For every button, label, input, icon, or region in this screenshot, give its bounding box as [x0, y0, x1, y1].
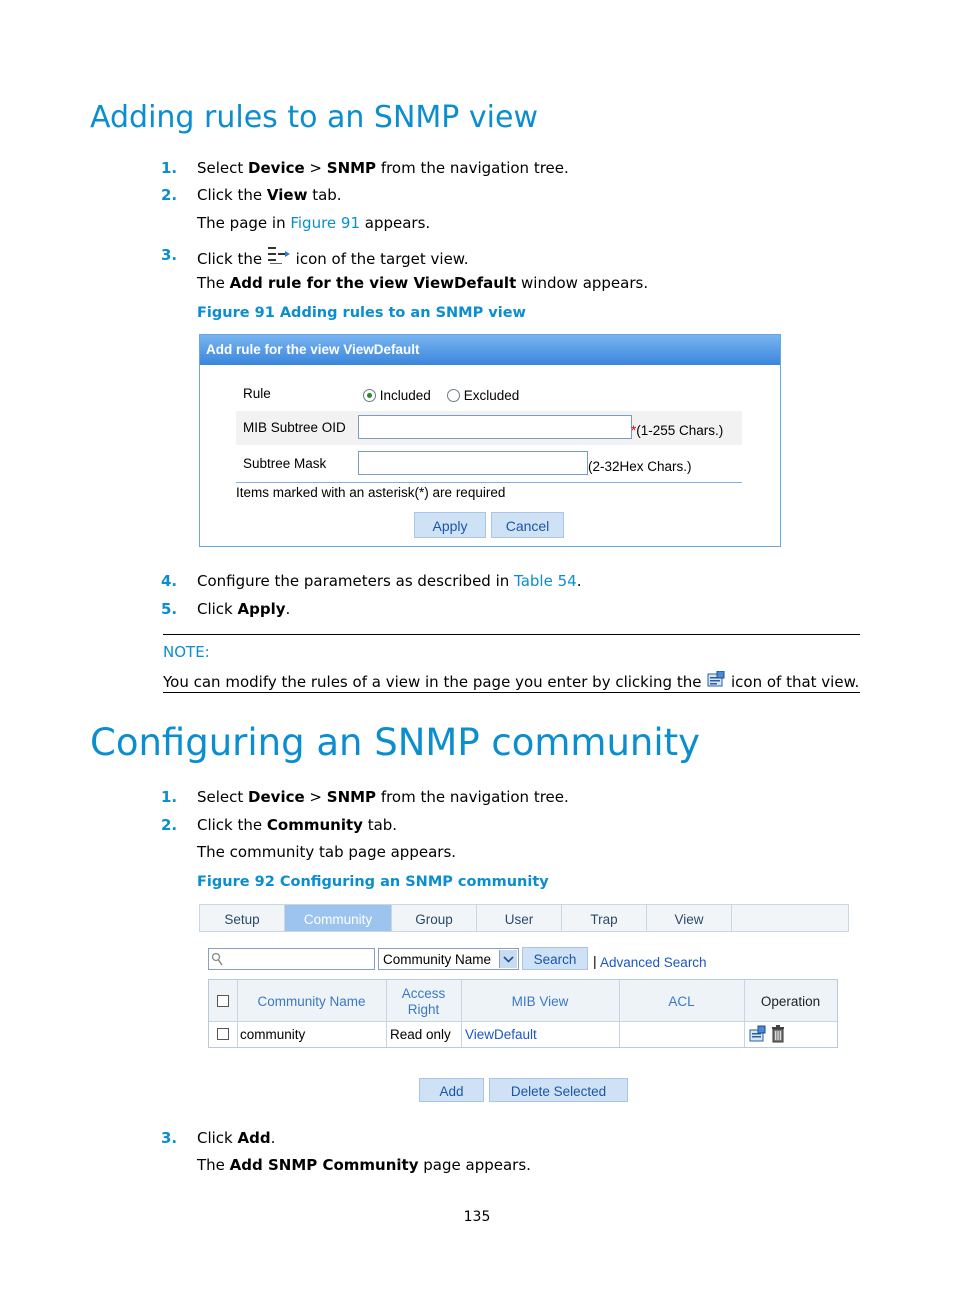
header-community-name[interactable]: Community Name — [257, 994, 366, 1009]
step-number: 2. — [161, 816, 178, 834]
page-number: 135 — [463, 1209, 491, 1225]
step-result-text: The page in Figure 91 appears. — [197, 214, 431, 232]
tab-group[interactable]: Group — [392, 905, 477, 931]
step-number: 3. — [161, 246, 178, 264]
step-result-text: The community tab page appears. — [197, 843, 457, 861]
section-heading-adding-rules: Adding rules to an SNMP view — [90, 100, 538, 135]
step-number: 5. — [161, 600, 178, 618]
step-result-text: The Add rule for the view ViewDefault window appears. — [197, 274, 649, 292]
header-operation: Operation — [760, 994, 821, 1009]
step-text: Configure the parameters as described in Table 54. — [197, 572, 582, 590]
step-text: Select Device > SNMP from the navigation tree. — [197, 159, 569, 177]
mask-hint: (2-32Hex Chars.) — [588, 459, 692, 474]
tab-community[interactable]: Community — [285, 905, 392, 931]
cell-mib-view-link[interactable]: ViewDefault — [465, 1027, 537, 1042]
step-number: 1. — [161, 788, 178, 806]
apply-button[interactable]: Apply — [414, 512, 486, 538]
excluded-radio-group[interactable] — [447, 388, 519, 403]
row-checkbox[interactable] — [217, 1028, 229, 1043]
included-radio[interactable] — [363, 389, 376, 402]
header-access-right[interactable]: Access Right — [401, 986, 446, 1017]
step-text: Click the Community tab. — [197, 816, 398, 834]
step-text: Select Device > SNMP from the navigation tree. — [197, 788, 569, 806]
note-label: NOTE: — [163, 643, 210, 661]
figure-link[interactable]: Figure 91 — [290, 214, 360, 232]
snmp-tab-bar — [199, 904, 849, 932]
search-icon — [211, 952, 223, 969]
oid-hint: *(1-255 Chars.) — [631, 423, 724, 438]
tab-user[interactable]: User — [477, 905, 562, 931]
divider — [236, 482, 742, 483]
header-mib-view[interactable]: MIB View — [511, 994, 569, 1009]
step-number: 4. — [161, 572, 178, 590]
step-text: Click the View tab. — [197, 186, 342, 204]
step-number: 1. — [161, 159, 178, 177]
search-field-select[interactable] — [378, 948, 519, 970]
edit-icon[interactable] — [749, 1025, 767, 1046]
excluded-radio[interactable] — [447, 389, 460, 402]
cell-access-right: Read only — [390, 1027, 451, 1042]
oid-input[interactable] — [358, 415, 632, 439]
select-all-checkbox[interactable] — [217, 995, 229, 1010]
rule-label: Rule — [243, 386, 271, 401]
step-number: 3. — [161, 1129, 178, 1147]
search-input[interactable] — [208, 948, 375, 970]
mask-label: Subtree Mask — [243, 456, 327, 471]
tab-setup[interactable]: Setup — [200, 905, 285, 931]
cancel-button[interactable]: Cancel — [491, 512, 564, 538]
cell-community-name: community — [240, 1027, 306, 1042]
add-rule-icon — [267, 246, 291, 266]
header-acl[interactable]: ACL — [668, 994, 695, 1009]
community-table — [208, 979, 838, 1048]
delete-icon[interactable] — [771, 1025, 785, 1046]
table-link[interactable]: Table 54 — [514, 572, 577, 590]
add-button[interactable]: Add — [419, 1078, 484, 1102]
advanced-search-link[interactable]: Advanced Search — [600, 955, 707, 970]
figure-caption: Figure 92 Configuring an SNMP community — [197, 874, 549, 890]
included-radio-group[interactable] — [363, 388, 431, 403]
step-text: Click Add. — [197, 1129, 276, 1147]
step-number: 2. — [161, 186, 178, 204]
section-heading-snmp-community: Configuring an SNMP community — [90, 721, 701, 764]
included-label: Included — [379, 388, 431, 403]
tab-view[interactable]: View — [647, 905, 732, 931]
delete-selected-button[interactable]: Delete Selected — [489, 1078, 628, 1102]
required-note: Items marked with an asterisk(*) are required — [236, 485, 506, 500]
step-text: Click Apply. — [197, 600, 291, 618]
search-separator: | — [593, 953, 597, 969]
dialog-title: Add rule for the view ViewDefault — [200, 335, 780, 365]
note-text: You can modify the rules of a view in the page you enter by clicking the icon of that view. — [163, 673, 860, 691]
step-result-text: The Add SNMP Community page appears. — [197, 1156, 531, 1174]
tab-trap[interactable]: Trap — [562, 905, 647, 931]
add-rule-dialog — [199, 334, 781, 547]
chevron-down-icon — [499, 950, 517, 968]
edit-view-icon — [706, 671, 726, 689]
search-button[interactable]: Search — [522, 947, 588, 970]
oid-label: MIB Subtree OID — [243, 420, 346, 435]
search-field-value: Community Name — [383, 952, 492, 967]
excluded-label: Excluded — [463, 388, 520, 403]
step-text: Click the icon of the target view. — [197, 246, 468, 268]
figure-caption: Figure 91 Adding rules to an SNMP view — [197, 305, 526, 321]
mask-input[interactable] — [358, 451, 588, 475]
note-top-rule — [163, 634, 860, 635]
note-bottom-rule — [163, 692, 860, 693]
